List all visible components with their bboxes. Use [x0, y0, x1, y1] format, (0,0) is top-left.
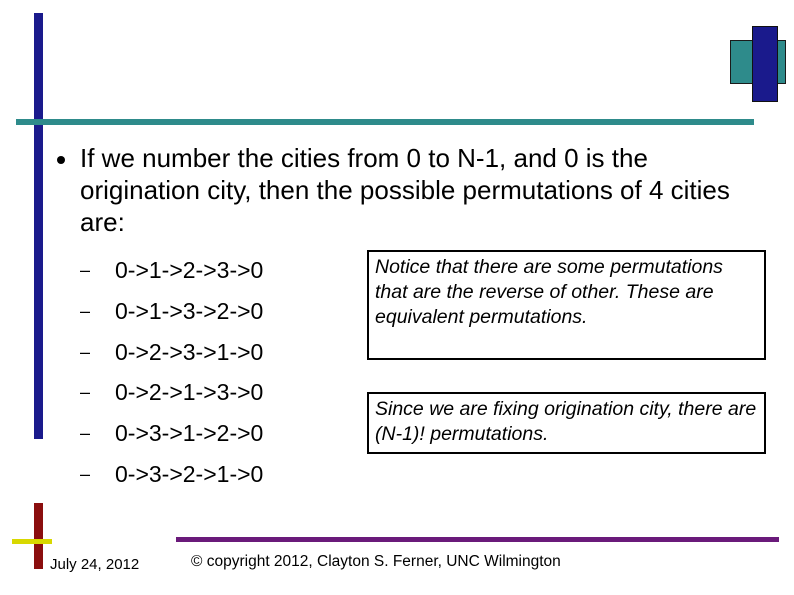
- top-horizontal-rule: [16, 119, 754, 125]
- permutation-text: 0->1->3->2->0: [115, 297, 264, 324]
- navy-bar-decoration: [752, 26, 778, 102]
- bottom-horizontal-rule: [176, 537, 779, 542]
- footer-date: July 24, 2012: [50, 556, 140, 573]
- reverse-permutations-note: Notice that there are some permutations that are the reverse of other. These are equivalent permutations.: [367, 250, 766, 360]
- fixed-origin-note: Since we are fixing origination city, there are (N-1)! permutations.: [367, 392, 766, 454]
- dash-bullet-icon: –: [80, 463, 91, 484]
- maroon-bar-decoration: [34, 503, 43, 569]
- dash-bullet-icon: –: [80, 382, 91, 403]
- permutation-text: 0->3->1->2->0: [115, 420, 264, 447]
- main-bullet-text: If we number the cities from 0 to N-1, and 0 is the origination city, then the possible permutations of 4 cities are:: [80, 143, 730, 237]
- dash-bullet-icon: –: [80, 341, 91, 362]
- permutation-text: 0->1->2->3->0: [115, 257, 264, 283]
- left-vertical-bar: [34, 13, 43, 439]
- permutation-text: 0->2->1->3->0: [115, 379, 264, 406]
- yellow-bar-decoration: [12, 539, 52, 544]
- permutation-text: 0->3->2->1->0: [115, 460, 264, 487]
- dash-bullet-icon: –: [80, 300, 91, 321]
- bullet-dot-icon: [57, 156, 65, 164]
- dash-bullet-icon: –: [80, 423, 91, 444]
- dash-bullet-icon: –: [80, 260, 91, 280]
- permutation-text: 0->2->3->1->0: [115, 338, 264, 365]
- footer-copyright: © copyright 2012, Clayton S. Ferner, UNC Wilmington: [191, 553, 561, 570]
